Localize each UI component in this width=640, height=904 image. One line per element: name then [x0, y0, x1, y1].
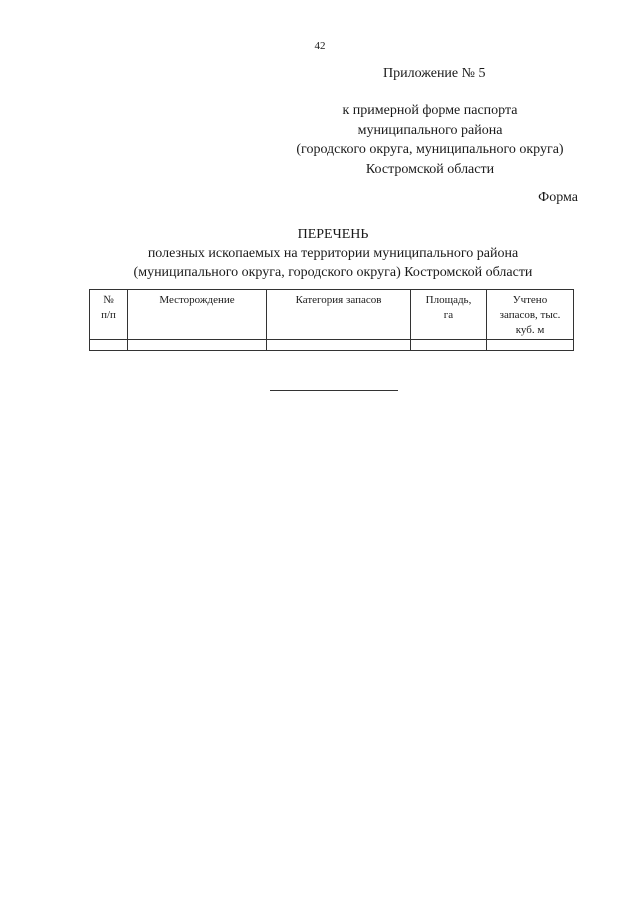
column-header-area	[411, 290, 487, 340]
subtitle-line: к примерной форме паспорта	[342, 103, 518, 118]
header-text: п/п	[101, 309, 116, 321]
heading-title: ПЕРЕЧЕНЬ	[297, 227, 369, 242]
appendix-subtitle	[270, 101, 590, 179]
table-cell	[90, 340, 128, 351]
subtitle-line: муниципального района	[357, 122, 503, 138]
header-text: куб. м	[515, 324, 545, 336]
header-text: №	[103, 294, 114, 306]
document-heading	[0, 225, 640, 282]
table-cell	[267, 340, 411, 351]
heading-line: полезных ископаемых на территории муниципального района	[147, 246, 519, 261]
subtitle-line: Костромской области	[365, 161, 495, 177]
column-header-recorded-reserves	[487, 290, 574, 340]
subtitle-line: (городского округа, муниципального округа)	[296, 142, 564, 157]
table-row	[90, 340, 574, 351]
table-cell	[487, 340, 574, 351]
column-header-reserve-category	[267, 290, 411, 340]
minerals-table	[89, 289, 574, 351]
heading-line: (муниципального округа, городского округа) Костромской области	[133, 265, 533, 280]
end-divider	[270, 390, 398, 391]
table-cell	[128, 340, 267, 351]
table-header-row	[90, 290, 574, 340]
header-text: Категория запасов	[295, 294, 382, 306]
column-header-number	[90, 290, 128, 340]
page-number: 42	[314, 40, 326, 52]
column-header-deposit	[128, 290, 267, 340]
appendix-title: Приложение № 5	[383, 66, 486, 81]
form-label: Форма	[538, 190, 578, 205]
header-text: запасов, тыс.	[499, 309, 561, 321]
header-text: Учтено	[512, 294, 548, 306]
header-text: Площадь,	[425, 294, 472, 306]
table-cell	[411, 340, 487, 351]
header-text: га	[443, 309, 454, 321]
header-text: Месторождение	[159, 294, 235, 306]
